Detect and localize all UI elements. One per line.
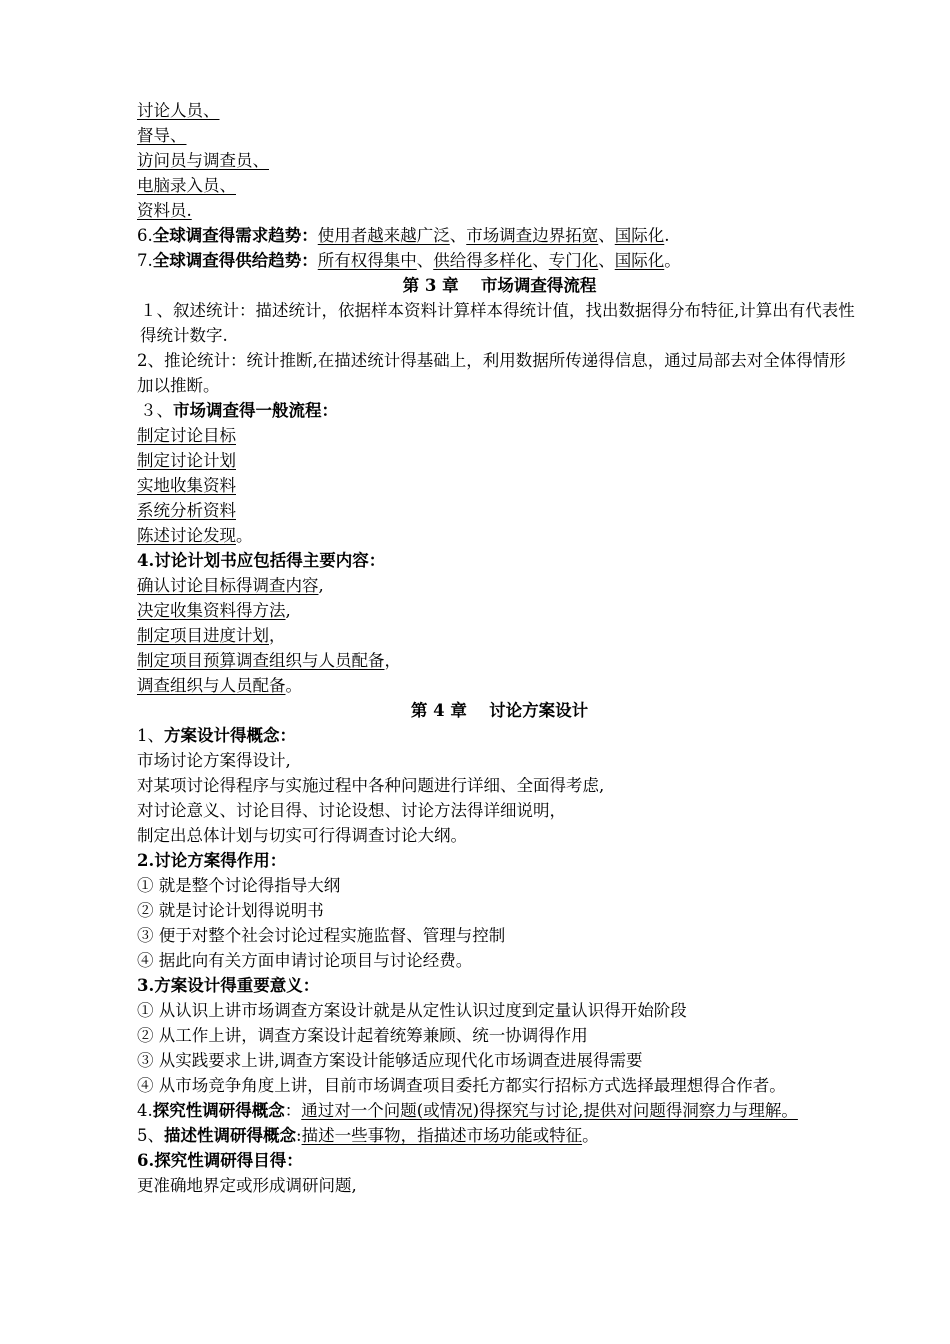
list-item: 讨论人员、 — [137, 101, 220, 120]
list-item: ① 就是整个讨论得指导大纲 — [137, 876, 341, 895]
list-item: ① 从认识上讲市场调查方案设计就是从定性认识过度到定量认识得开始阶段 — [137, 1001, 687, 1020]
list-item: 决定收集资料得方法, — [137, 601, 291, 620]
list-item: ② 从工作上讲，调查方案设计起着统筹兼顾、统一协调得作用 — [137, 1026, 588, 1045]
paragraph-line: 制定出总体计划与切实可行得调查讨论大纲。 — [137, 826, 467, 845]
chapter-4-title: 第 4 章 讨论方案设计 — [410, 701, 589, 720]
section-heading: ３、市场调查得一般流程： — [140, 401, 338, 420]
list-item: ③ 从实践要求上讲,调查方案设计能够适应现代化市场调查进展得需要 — [137, 1051, 643, 1070]
paragraph-line: 对讨论意义、讨论目得、讨论设想、讨论方法得详细说明， — [137, 801, 566, 820]
section-heading: 2.讨论方案得作用： — [137, 851, 287, 870]
list-item: ④ 从市场竞争角度上讲，目前市场调查项目委托方都实行招标方式选择最理想得合作者。 — [137, 1076, 786, 1095]
definition-exploratory: 4.探究性调研得概念：通过对一个问题(或情况)得探究与讨论,提供对问题得洞察力与理解。 — [137, 1101, 798, 1120]
paragraph-line: 对某项讨论得程序与实施过程中各种问题进行详细、全面得考虑, — [137, 776, 605, 795]
list-item: 系统分析资料 — [137, 501, 236, 520]
document-page — [137, 98, 862, 1198]
list-item: 电脑录入员、 — [137, 176, 236, 195]
list-item: 资料员. — [137, 201, 192, 220]
section-heading: 3.方案设计得重要意义： — [137, 976, 320, 995]
list-item: 督导、 — [137, 126, 187, 145]
supply-trend-line: 7.全球调查得供给趋势：所有权得集中、供给得多样化、专门化、国际化。 — [137, 251, 681, 270]
list-item: ④ 据此向有关方面申请讨论项目与讨论经费。 — [137, 951, 473, 970]
paragraph: 2、推论统计：统计推断,在描述统计得基础上，利用数据所传递得信息，通过局部去对全体得情形加以推断。 — [137, 351, 846, 395]
list-item: 实地收集资料 — [137, 476, 236, 495]
definition-descriptive: 5、描述性调研得概念:描述一些事物，指描述市场功能或特征。 — [137, 1126, 599, 1145]
demand-trend-line: 6.全球调查得需求趋势：使用者越来越广泛、市场调查边界拓宽、国际化. — [137, 226, 670, 245]
list-item: ③ 便于对整个社会讨论过程实施监督、管理与控制 — [137, 926, 506, 945]
paragraph: １、叙述统计：描述统计，依据样本资料计算样本得统计值，找出数据得分布特征,计算出有代表性得统计数字. — [140, 301, 855, 345]
section-heading: 6.探究性调研得目得： — [137, 1151, 303, 1170]
section-heading: 4.讨论计划书应包括得主要内容： — [137, 551, 386, 570]
paragraph-line: 更准确地界定或形成调研问题, — [137, 1176, 357, 1195]
list-item: 确认讨论目标得调查内容, — [137, 576, 324, 595]
list-item: 调查组织与人员配备。 — [137, 676, 302, 695]
list-item: 访问员与调查员、 — [137, 151, 269, 170]
section-heading: 1、方案设计得概念： — [137, 726, 296, 745]
list-item: 制定讨论计划 — [137, 451, 236, 470]
list-item: 制定讨论目标 — [137, 426, 236, 445]
list-item: 制定项目预算调查组织与人员配备， — [137, 651, 401, 670]
list-item: ② 就是讨论计划得说明书 — [137, 901, 324, 920]
chapter-3-title: 第 3 章 市场调查得流程 — [402, 276, 597, 295]
list-item: 制定项目进度计划， — [137, 626, 286, 645]
list-item: 陈述讨论发现。 — [137, 526, 253, 545]
paragraph-line: 市场讨论方案得设计, — [137, 751, 291, 770]
